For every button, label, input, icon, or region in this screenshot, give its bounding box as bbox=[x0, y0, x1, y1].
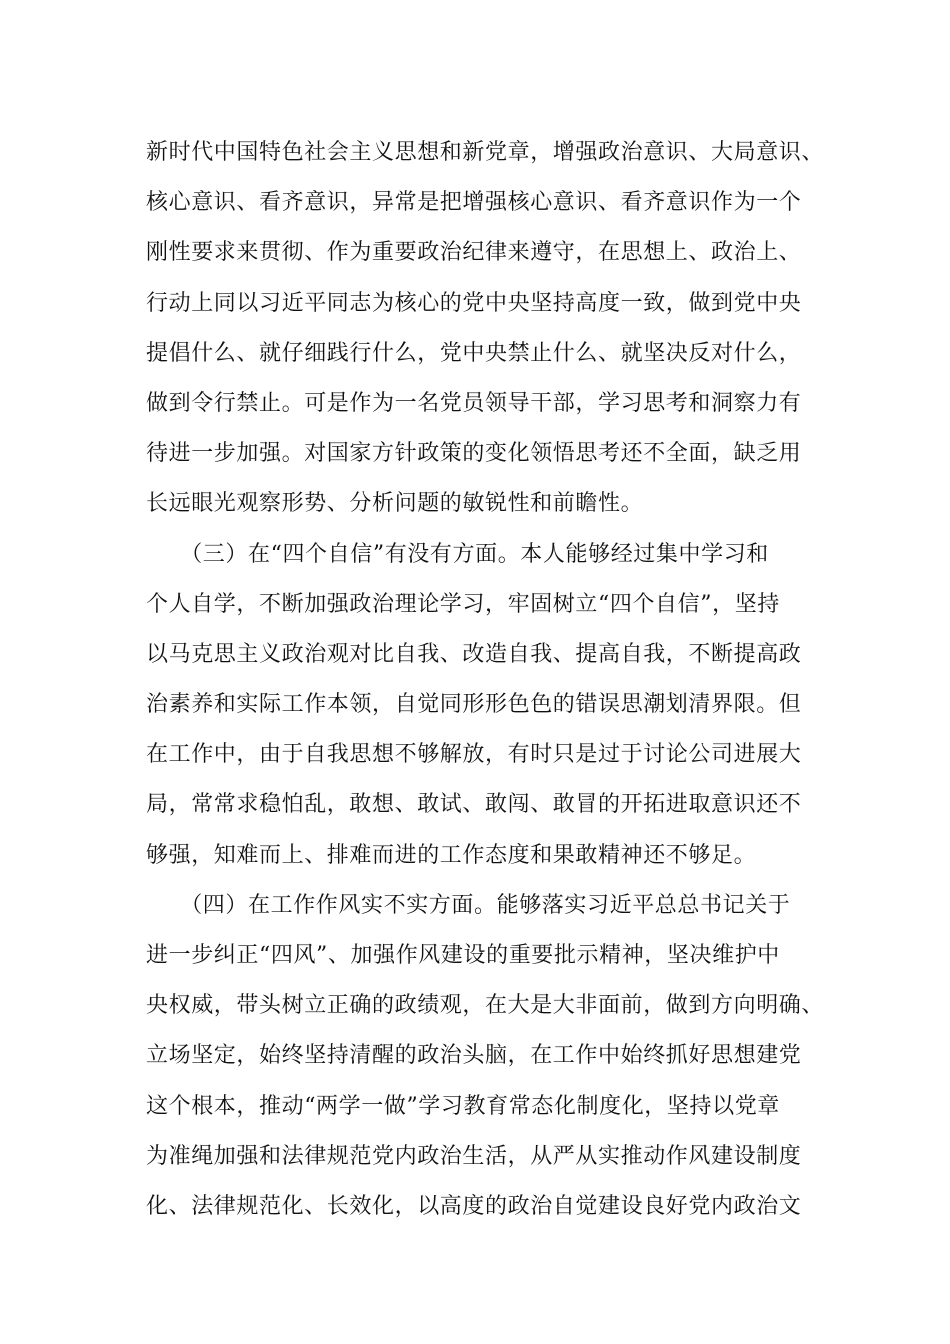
text-line: 立场坚定，始终坚持清醒的政治头脑，在工作中始终抓好思想建党 bbox=[146, 1043, 802, 1069]
text-line: 够强，知难而上、排难而进的工作态度和果敢精神还不够足。 bbox=[146, 842, 757, 868]
text-line: 刚性要求来贯彻、作为重要政治纪律来遵守，在思想上、政治上、 bbox=[146, 240, 802, 266]
text-line: 这个根本，推动“两学一做”学习教育常态化制度化，坚持以党章 bbox=[146, 1093, 780, 1119]
text-line: （三）在“四个自信”有没有方面。本人能够经过集中学习和 bbox=[146, 541, 769, 567]
text-line: 以马克思主义政治观对比自我、改造自我、提高自我，不断提高政 bbox=[146, 641, 802, 667]
text-line: 进一步纠正“四风”、加强作风建设的重要批示精神，坚决维护中 bbox=[146, 943, 780, 968]
text-line: 提倡什么、就仔细践行什么，党中央禁止什么、就坚决反对什么， bbox=[146, 340, 802, 366]
text-line: 在工作中，由于自我思想不够解放，有时只是过于讨论公司进展大 bbox=[146, 742, 802, 768]
text-line: 待进一步加强。对国家方针政策的变化领悟思考还不全面，缺乏用 bbox=[146, 441, 802, 467]
text-line: 治素养和实际工作本领，自觉同形形色色的错误思潮划清界限。但 bbox=[146, 692, 802, 718]
text-line: 长远眼光观察形势、分析问题的敏锐性和前瞻性。 bbox=[146, 491, 644, 517]
text-line: 央权威，带头树立正确的政绩观，在大是大非面前，做到方向明确、 bbox=[146, 993, 825, 1019]
text-line: 做到令行禁止。可是作为一名党员领导干部，学习思考和洞察力有 bbox=[146, 390, 802, 416]
text-line: 新时代中国特色社会主义思想和新党章，增强政治意识、大局意识、 bbox=[146, 140, 825, 165]
text-line: （四）在工作作风实不实方面。能够落实习近平总总书记关于 bbox=[146, 892, 791, 918]
text-line: 个人自学，不断加强政治理论学习，牢固树立“四个自信”，坚持 bbox=[146, 591, 780, 617]
text-line: 化、法律规范化、长效化，以高度的政治自觉建设良好党内政治文 bbox=[146, 1193, 802, 1219]
text-line: 核心意识、看齐意识，异常是把增强核心意识、看齐意识作为一个 bbox=[146, 190, 802, 216]
body-text bbox=[146, 128, 826, 1232]
text-line: 行动上同以习近平同志为核心的党中央坚持高度一致，做到党中央 bbox=[146, 290, 802, 316]
text-line: 为准绳加强和法律规范党内政治生活，从严从实推动作风建设制度 bbox=[146, 1143, 802, 1169]
text-line: 局，常常求稳怕乱，敢想、敢试、敢闯、敢冒的开拓进取意识还不 bbox=[146, 792, 802, 818]
